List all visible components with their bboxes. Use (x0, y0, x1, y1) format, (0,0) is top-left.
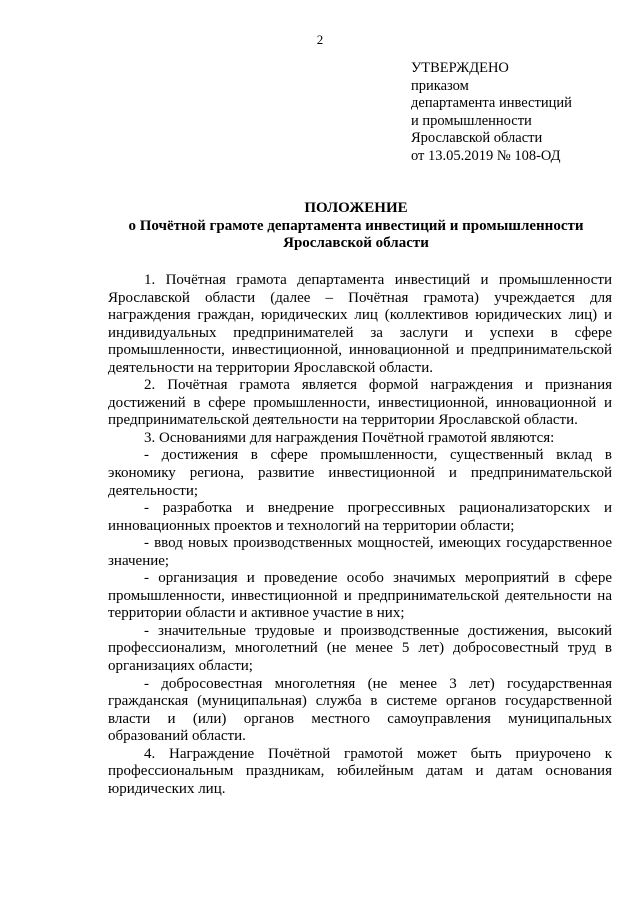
list-item: - ввод новых производственных мощностей, имеющих государственное значение; (108, 535, 612, 569)
paragraph-2: 2. Почётная грамота является формой награждения и признания достижений в сфере промышленности, инвестиционной, инновационной и предпринимательской деятельности на территории Ярославской области. (108, 377, 612, 429)
approval-line: приказом (411, 77, 469, 94)
title-subtitle-line: Ярославской области (283, 235, 429, 252)
approval-date: от 13.05.2019 № 108-ОД (411, 147, 561, 164)
list-item: - организация и проведение особо значимых мероприятий в сфере промышленности, инвестиционной и предпринимательской деятельности на территории области и активное участие в них; (108, 570, 612, 622)
list-item: - достижения в сфере промышленности, существенный вклад в экономику региона, развитие инвестиционной и предпринимательской деятельности; (108, 447, 612, 499)
paragraph-3: 3. Основаниями для награждения Почётной грамотой являются: (144, 429, 555, 446)
approval-heading: УТВЕРЖДЕНО (411, 60, 509, 76)
title-heading: ПОЛОЖЕНИЕ (304, 200, 408, 216)
approval-line: департамента инвестиций (411, 95, 572, 112)
page-number: 2 (316, 32, 324, 47)
paragraph-4: 4. Награждение Почётной грамотой может быть приурочено к профессиональным праздникам, юбилейным датам и датам основания юридических лиц. (108, 745, 612, 797)
paragraph-1: 1. Почётная грамота департамента инвестиций и промышленности Ярославской области (далее – Почётная грамота) учреждается для награждения граждан, юридических лиц (коллективов юридических лиц) и индивидуальных предпринимателей за заслуги и успехи в сфере промышленности, инвестиционной, инновационной и предпринимательской деятельности на территории Ярославской области. (108, 272, 612, 376)
approval-line: и промышленности (411, 112, 532, 129)
list-item: - добросовестная многолетняя (не менее 3 лет) государственная гражданская (муниципальная) служба в системе органов государственной власти и (или) органов местного самоуправления муниципальных образований области. (108, 675, 612, 745)
document-body (108, 272, 612, 798)
list-item: - разработка и внедрение прогрессивных рационализаторских и инновационных проектов и технологий на территории области; (108, 500, 612, 534)
list-item: - значительные трудовые и производственные достижения, высокий профессионализм, многолетний (не менее 5 лет) добросовестный труд в организациях области; (108, 622, 612, 675)
approval-stamp (411, 60, 621, 166)
approval-line: Ярославской области (411, 130, 543, 147)
document-title (100, 200, 612, 253)
title-subtitle-line: о Почётной грамоте департамента инвестиций и промышленности (128, 217, 584, 234)
